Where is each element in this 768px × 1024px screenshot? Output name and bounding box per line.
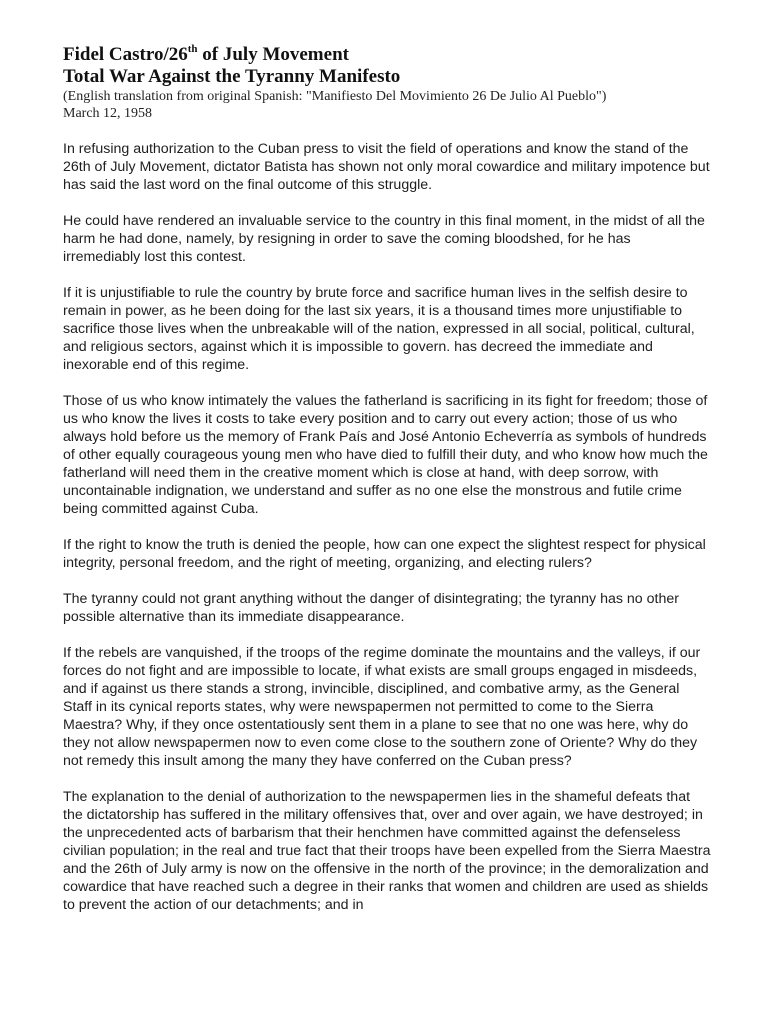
paragraph-3: If it is unjustifiable to rule the country by brute force and sacrifice human lives in the selfish desire to remain in power, as he been doing for the last six years, it is a thousand times more unjustifiable to sacrifice those lives when the unbreakable will of the nation, expressed in all social, political, cultural, and religious sectors, against which it is impossible to govern. has decreed the immediate and inexorable end of this regime. [63, 285, 695, 373]
translation-note: (English translation from original Spanish: "Manifiesto Del Movimiento 26 De Julio Al Pueblo") [63, 89, 607, 104]
paragraph-8: The explanation to the denial of authorization to the newspapermen lies in the shameful defeats that the dictatorship has suffered in the military offensives that, over and over again, we have destroyed; in the unprecedented acts of barbarism that their henchmen have committed against the defenseless civilian population; in the real and true fact that their troops have been expelled from the Sierra Maestra and the 26th of July army is now on the offensive in the north of the province; in the demoralization and cowardice that have reached such a degree in their ranks that women and children are used as shields to prevent the action of our detachments; and in [63, 789, 711, 913]
title-prefix: Fidel Castro/26 [63, 44, 188, 65]
paragraph-7: If the rebels are vanquished, if the troops of the regime dominate the mountains and the valleys, if our forces do not fight and are impossible to locate, if what exists are small groups engaged in misdeeds, and if against us there stands a strong, invincible, disciplined, and combative army, as the General Staff in its cynical reports states, why were newspapermen not permitted to come to the Sierra Maestra? Why, if they once ostentatiously sent them in a plane to see that no one was here, why do they not allow newspapermen now to even come close to the southern zone of Oriente? Why do they not remedy this insult among the many they have conferred on the Cuban press? [63, 645, 701, 769]
paragraph-2: He could have rendered an invaluable service to the country in this final moment, in the midst of all the harm he had done, namely, by resigning in order to save the coming bloodshed, for he has irremediably lost this contest. [63, 213, 705, 265]
document-body [63, 140, 711, 914]
document-page [63, 44, 711, 932]
title-line1 [63, 44, 349, 65]
title-suffix: of July Movement [197, 44, 349, 65]
paragraph-5: If the right to know the truth is denied the people, how can one expect the slightest respect for physical integrity, personal freedom, and the right of meeting, organizing, and electing rulers? [63, 537, 706, 571]
title-line2: Total War Against the Tyranny Manifesto [63, 66, 401, 87]
document-title [63, 44, 711, 88]
document-date: March 12, 1958 [63, 106, 153, 121]
paragraph-1: In refusing authorization to the Cuban press to visit the field of operations and know the stand of the 26th of July Movement, dictator Batista has shown not only moral cowardice and military impotence but has said the last word on the final outcome of this struggle. [63, 141, 710, 193]
title-superscript: th [187, 42, 198, 55]
paragraph-4: Those of us who know intimately the values the fatherland is sacrificing in its fight for freedom; those of us who know the lives it costs to take every position and to carry out every action; those of us who always hold before us the memory of Frank País and José Antonio Echeverría as symbols of hundreds of other equally courageous young men who have died to fulfill their duty, and who know how much the fatherland will need them in the creative moment which is close at hand, with deep sorrow, with uncontainable indignation, we understand and suffer as no one else the monstrous and futile crime being committed against Cuba. [63, 393, 708, 517]
paragraph-6: The tyranny could not grant anything without the danger of disintegrating; the tyranny has no other possible alternative than its immediate disappearance. [63, 591, 679, 625]
